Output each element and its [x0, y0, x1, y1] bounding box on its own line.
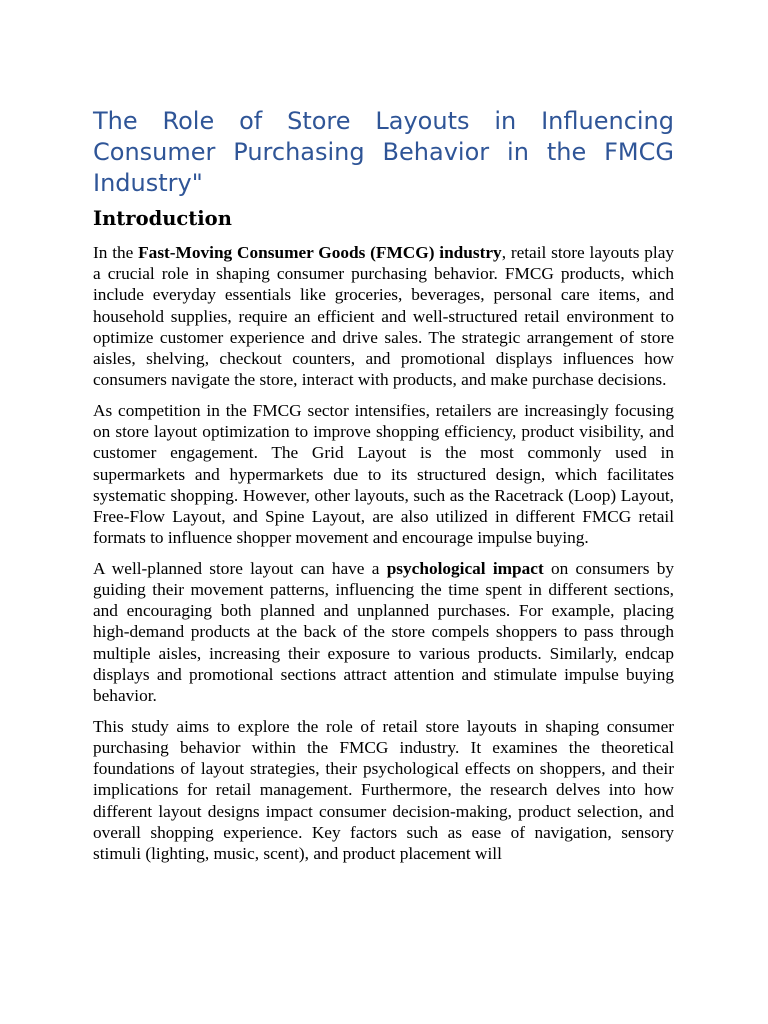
- paragraph-4: This study aims to explore the role of retail store layouts in shaping consumer purchasing behavior within the FMCG industry. It examines the theoretical foundations of layout strategies, their psychological effects on shoppers, and their implications for retail management. Furthermore, the research delves into how different layout designs impact consumer decision-making, product selection, and overall shopping experience. Key factors such as ease of navigation, sensory stimuli (lighting, music, scent), and product placement will: [93, 716, 674, 863]
- section-heading-introduction: Introduction: [93, 207, 232, 230]
- paragraph-1-text-start: In the: [93, 243, 139, 262]
- paragraph-1-bold-term: Fast-Moving Consumer Goods (FMCG) industry: [138, 243, 502, 262]
- paragraph-3: [93, 558, 674, 706]
- document-title: The Role of Store Layouts in Influencing Consumer Purchasing Behavior in the FMCG Industry": [93, 107, 674, 197]
- paragraph-3-bold-term: psychological impact: [386, 558, 544, 578]
- paragraph-1-text-end: , retail store layouts play a crucial role in shaping consumer purchasing behavior. FMCG products, which include everyday essentials like groceries, beverages, personal care items, and household supplies, require an efficient and well-structured retail environment to optimize customer experience and drive sales. The strategic arrangement of store aisles, shelving, checkout counters, and promotional displays influences how consumers navigate the store, interact with products, and make purchase decisions.: [93, 243, 674, 390]
- paragraph-3-text-start: A well-planned store layout can have a: [93, 558, 387, 578]
- paragraph-3-text-end: on consumers by guiding their movement patterns, influencing the time spent in different sections, and encouraging both planned and unplanned purchases. For example, placing high-demand products at the back of the store compels shoppers to pass through multiple aisles, increasing their exposure to various products. Similarly, endcap displays and promotional sections attract attention and stimulate impulse buying behavior.: [93, 558, 675, 706]
- paragraph-1: [93, 242, 674, 390]
- paragraph-2: As competition in the FMCG sector intensifies, retailers are increasingly focusing on store layout optimization to improve shopping efficiency, product visibility, and customer engagement. The Grid Layout is the most commonly used in supermarkets and hypermarkets due to its structured design, which facilitates systematic shopping. However, other layouts, such as the Racetrack (Loop) Layout, Free-Flow Layout, and Spine Layout, are also utilized in different FMCG retail formats to influence shopper movement and encourage impulse buying.: [93, 400, 674, 548]
- document-page: [93, 106, 674, 874]
